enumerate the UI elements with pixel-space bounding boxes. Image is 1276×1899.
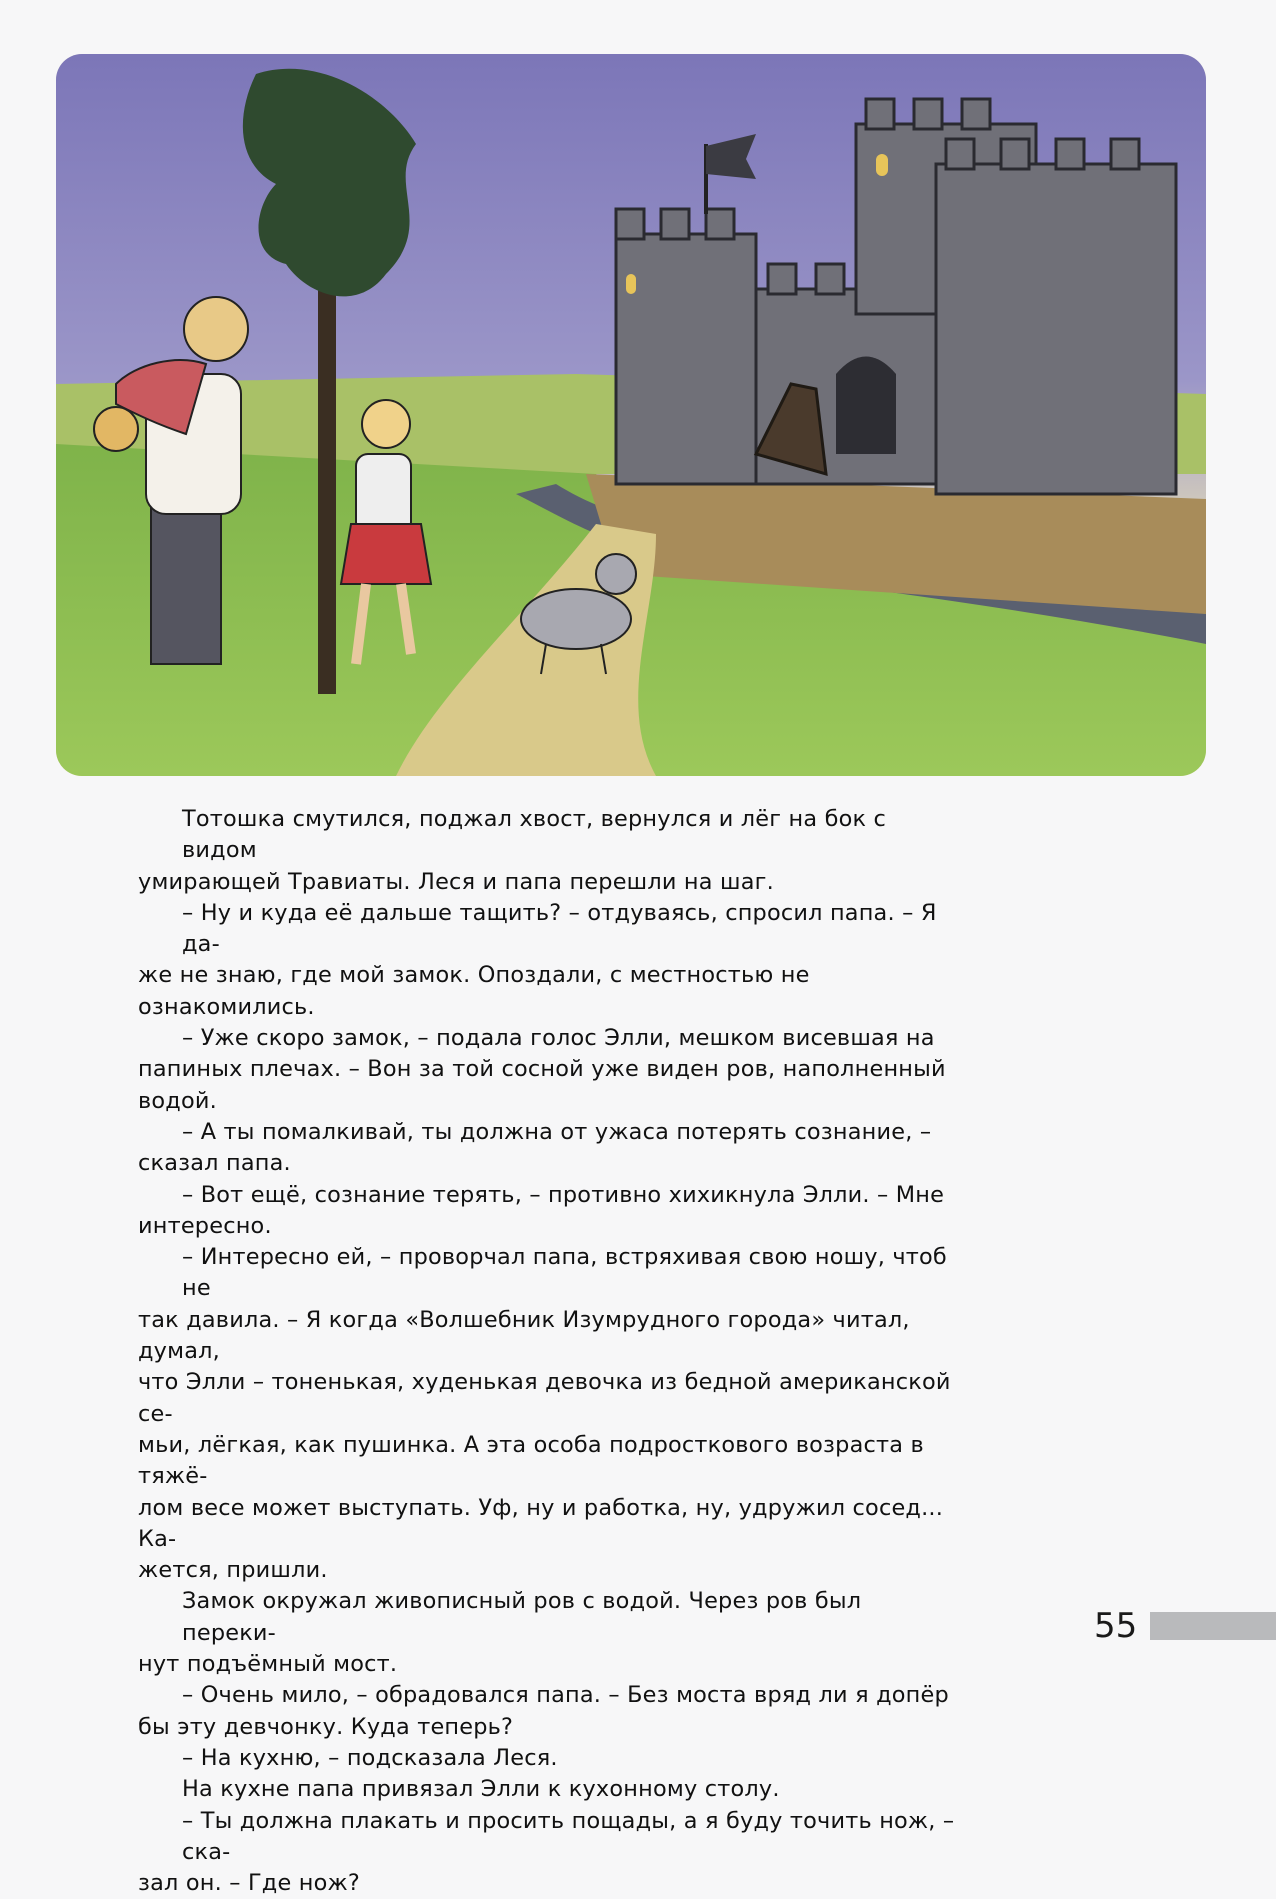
text-line: На кухне папа привязал Элли к кухонному столу. xyxy=(182,1776,780,1803)
text-line: нут подъёмный мост. xyxy=(138,1651,398,1678)
text-line: Замок окружал живописный ров с водой. Через ров был переки- xyxy=(182,1588,862,1646)
text-line: – Интересно ей, – проворчал папа, встряхивая свою ношу, чтоб не xyxy=(182,1244,947,1302)
text-line: папиных плечах. – Вон за той сосной уже виден ров, наполненный xyxy=(138,1056,946,1083)
text-line: – Уже скоро замок, – подала голос Элли, мешком висевшая на xyxy=(182,1025,935,1052)
text-line: так давила. – Я когда «Волшебник Изумрудного города» читал, думал, xyxy=(138,1306,910,1365)
text-line: зал он. – Где нож? xyxy=(138,1870,360,1897)
text-line: жется, пришли. xyxy=(138,1557,328,1584)
text-line: – А ты помалкивай, ты должна от ужаса потерять сознание, – xyxy=(182,1118,932,1145)
text-line: водой. xyxy=(138,1087,217,1114)
text-line: – Ты должна плакать и просить пощады, а я буду точить нож, – ска- xyxy=(182,1807,955,1865)
text-line: умирающей Травиаты. Леся и папа перешли на шаг. xyxy=(138,868,774,895)
text-line: Тотошка смутился, поджал хвост, вернулся и лёг на бок с видом xyxy=(182,806,887,864)
text-line: – Очень мило, – обрадовался папа. – Без моста вряд ли я допёр xyxy=(182,1682,949,1709)
page-number-bar xyxy=(1150,1612,1276,1640)
story-text xyxy=(138,804,960,1899)
text-line: бы эту девчонку. Куда теперь? xyxy=(138,1713,514,1740)
text-line: лом весе может выступать. Уф, ну и работка, ну, удружил сосед... Ка- xyxy=(138,1494,944,1552)
castle-illustration xyxy=(56,54,1206,776)
text-line: мьи, лёгкая, как пушинка. А эта особа подросткового возраста в тяжё- xyxy=(138,1431,924,1490)
text-line: – На кухню, – подсказала Леся. xyxy=(182,1744,558,1771)
text-line: – Ну и куда её дальше тащить? – отдуваясь, спросил папа. – Я да- xyxy=(182,899,937,958)
text-line: сказал папа. xyxy=(138,1150,291,1177)
text-line: же не знаю, где мой замок. Опоздали, с местностью не ознакомились. xyxy=(138,962,810,1020)
text-line: интересно. xyxy=(138,1212,272,1239)
text-line: что Элли – тоненькая, худенькая девочка из бедной американской се- xyxy=(138,1369,951,1427)
page-number: 55 xyxy=(1094,1606,1138,1646)
illustration-drawing xyxy=(56,54,1206,776)
text-line: – Вот ещё, сознание терять, – противно хихикнула Элли. – Мне xyxy=(182,1181,945,1208)
